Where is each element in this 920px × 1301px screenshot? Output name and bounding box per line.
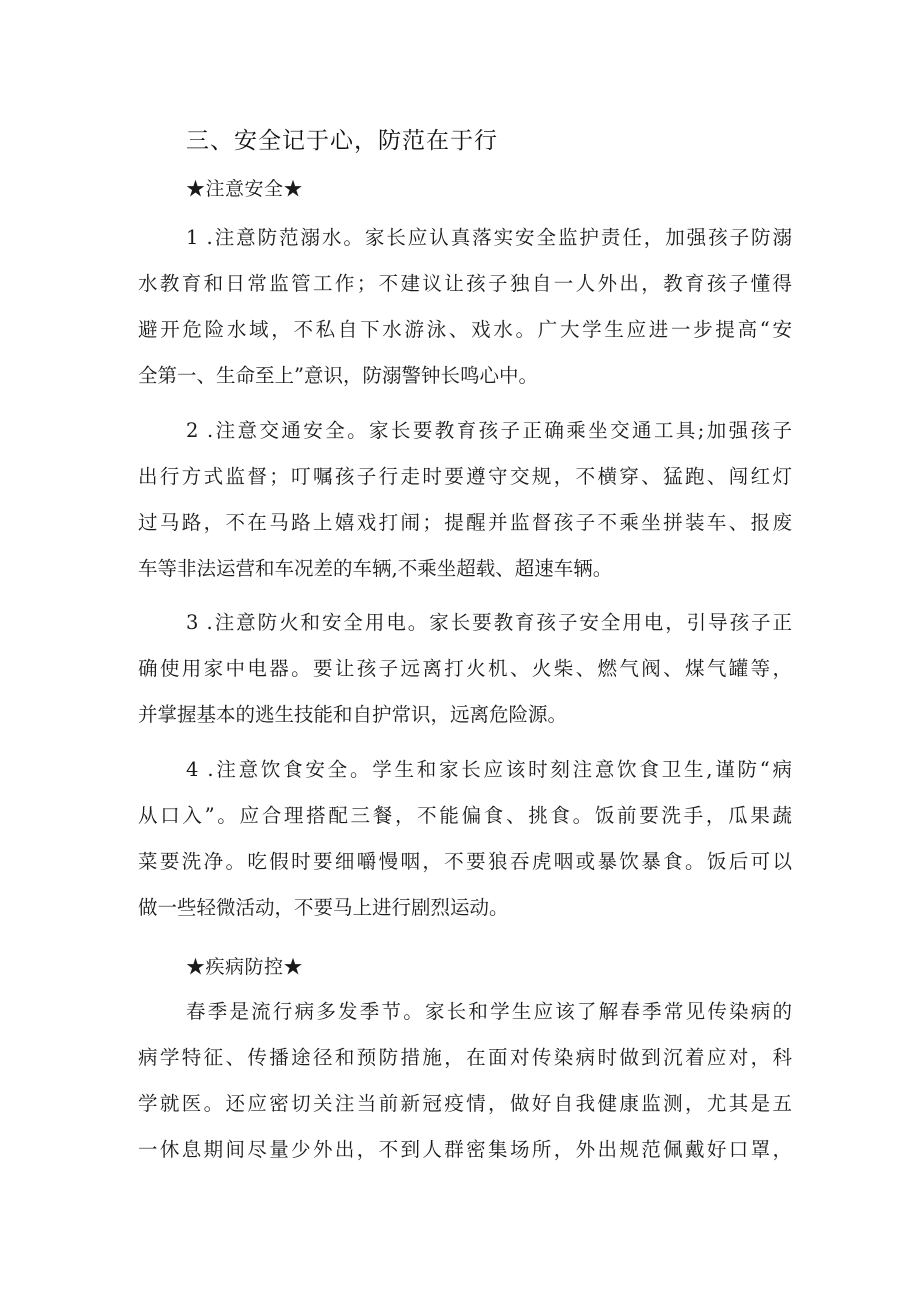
paragraph-line: 从口入”。应合理搭配三餐，不能偏食、挑食。饭前要洗手，瓜果蔬 xyxy=(138,804,792,827)
paragraph-line: 菜要洗净。吃假时要细嚼慢咽，不要狼吞虎咽或暴饮暴食。饭后可以 xyxy=(138,850,792,873)
paragraph-line: 车等非法运营和车况差的车辆,不乘坐超载、超速车辆。 xyxy=(138,557,613,580)
paragraph-line: 并掌握基本的逃生技能和自护常识，远离危险源。 xyxy=(138,703,568,726)
paragraph-line: 病学特征、传播途径和预防措施，在面对传染病时做到沉着应对，科 xyxy=(138,1046,792,1069)
paragraph-line: 水教育和日常监管工作；不建议让孩子独自一人外出，教育孩子懂得 xyxy=(138,272,792,295)
paragraph-line: 4 .注意饮食安全。学生和家长应该时刻注意饮食卫生,谨防“病 xyxy=(186,758,792,781)
paragraph-line: 做一些轻微活动，不要马上进行剧烈运动。 xyxy=(138,896,509,919)
paragraph-line: 确使用家中电器。要让孩子远离打火机、火柴、燃气阀、煤气罐等， xyxy=(138,657,792,680)
paragraph-line: 全第一、生命至上”意识，防溺警钟长鸣心中。 xyxy=(138,364,538,387)
section-title: 三、安全记于心，防范在于行 xyxy=(186,128,498,154)
paragraph-line: 出行方式监督；叮嘱孩子行走时要遵守交规，不横穿、猛跑、闯红灯 xyxy=(138,465,792,488)
safety-heading: ★注意安全★ xyxy=(186,178,304,200)
disease-heading: ★疾病防控★ xyxy=(186,956,304,978)
paragraph-line: 1 .注意防范溺水。家长应认真落实安全监护责任，加强孩子防溺 xyxy=(186,226,792,249)
paragraph-drowning xyxy=(138,215,792,399)
paragraph-line: 学就医。还应密切关注当前新冠疫情，做好自我健康监测，尤其是五 xyxy=(138,1092,792,1115)
paragraph-disease xyxy=(138,989,792,1173)
paragraph-line: 避开危险水域，不私自下水游泳、戏水。广大学生应进一步提高“安 xyxy=(138,318,792,341)
paragraph-line: 3 .注意防火和安全用电。家长要教育孩子安全用电，引导孩子正 xyxy=(186,611,792,634)
paragraph-line: 2 .注意交通安全。家长要教育孩子正确乘坐交通工具;加强孩子 xyxy=(186,419,792,442)
paragraph-line: 一休息期间尽量少外出，不到人群密集场所，外出规范佩戴好口罩， xyxy=(138,1138,792,1161)
paragraph-food xyxy=(138,747,792,931)
paragraph-line: 过马路，不在马路上嬉戏打闹；提醒并监督孩子不乘坐拼装车、报废 xyxy=(138,511,792,534)
paragraph-traffic xyxy=(138,408,792,592)
paragraph-line: 春季是流行病多发季节。家长和学生应该了解春季常见传染病的 xyxy=(186,1000,792,1023)
paragraph-fire-electricity xyxy=(138,600,792,738)
